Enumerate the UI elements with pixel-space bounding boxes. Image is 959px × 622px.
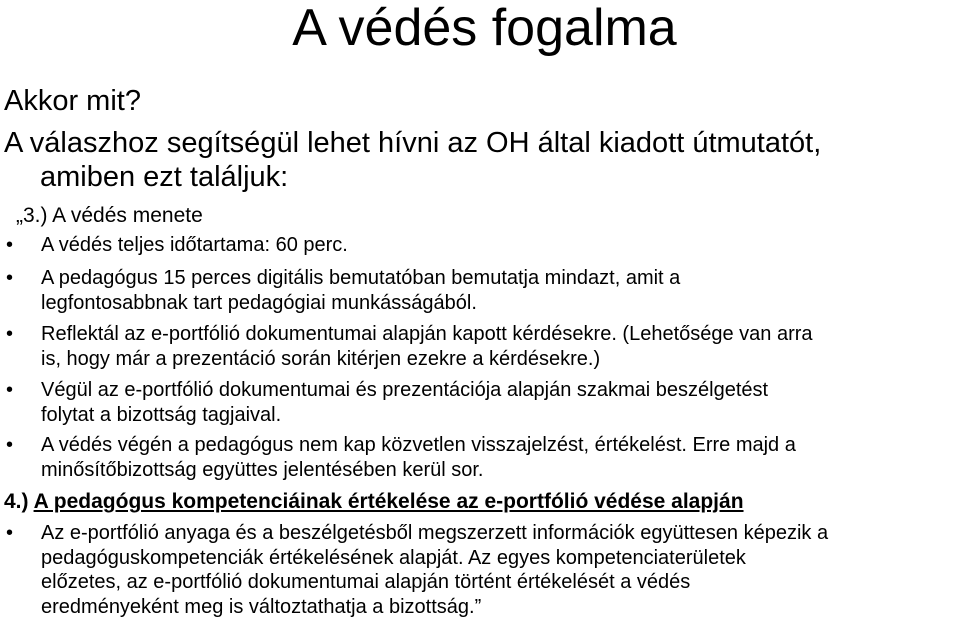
- section-4-number: 4.): [4, 490, 34, 513]
- bullet-line: A védés végén a pedagógus nem kap közvetlen visszajelzést, értékelést. Erre majd a: [41, 434, 796, 456]
- bullet-icon: •: [6, 234, 14, 256]
- section-4-title: A pedagógus kompetenciáinak értékelése az e-portfólió védése alapján: [33, 490, 744, 513]
- bullet-icon: •: [6, 434, 14, 456]
- intro-paragraph: [4, 126, 954, 194]
- bullet-icon: •: [6, 379, 14, 401]
- slide-title: A védés fogalma: [292, 0, 677, 57]
- bullet-line: előzetes, az e-portfólió dokumentumai alapján történt értékelését a védés: [41, 571, 691, 593]
- bullet-line: Végül az e-portfólió dokumentumai és prezentációja alapján szakmai beszélgetést: [41, 379, 769, 401]
- bullet-line: A pedagógus 15 perces digitális bemutatóban bemutatja mindazt, amit a: [41, 267, 681, 289]
- bullet-icon: •: [6, 267, 14, 289]
- section-3-heading: „3.) A védés menete: [16, 204, 203, 227]
- bullet-line: folytat a bizottság tagjaival.: [41, 403, 282, 426]
- bullet-line: A védés teljes időtartama: 60 perc.: [41, 234, 348, 256]
- bullet-line: is, hogy már a prezentáció során kitérjen ezekre a kérdésekre.): [41, 347, 601, 370]
- bullet-line: Az e-portfólió anyaga és a beszélgetésből megszerzett információk együttesen képezik a: [41, 522, 829, 544]
- section-4-heading: [4, 489, 744, 515]
- bullet-icon: •: [6, 522, 14, 544]
- bullet-line: minősítőbizottság együttes jelentésében kerül sor.: [41, 458, 484, 481]
- bullet-line: legfontosabbnak tart pedagógiai munkásságából.: [41, 291, 477, 314]
- bullet-line: pedagóguskompetenciák értékelésének alapját. Az egyes kompetenciaterületek: [41, 546, 746, 569]
- bullet-icon: •: [6, 323, 14, 345]
- question-text: Akkor mit?: [4, 85, 141, 117]
- intro-line-1: A válaszhoz segítségül lehet hívni az OH által kiadott útmutatót,: [4, 127, 822, 159]
- bullet-line: eredményeként meg is változtathatja a bizottság.”: [41, 595, 482, 618]
- intro-line-2: amiben ezt találjuk:: [40, 161, 289, 193]
- bullet-line: Reflektál az e-portfólió dokumentumai alapján kapott kérdésekre. (Lehetősége van arra: [41, 323, 813, 345]
